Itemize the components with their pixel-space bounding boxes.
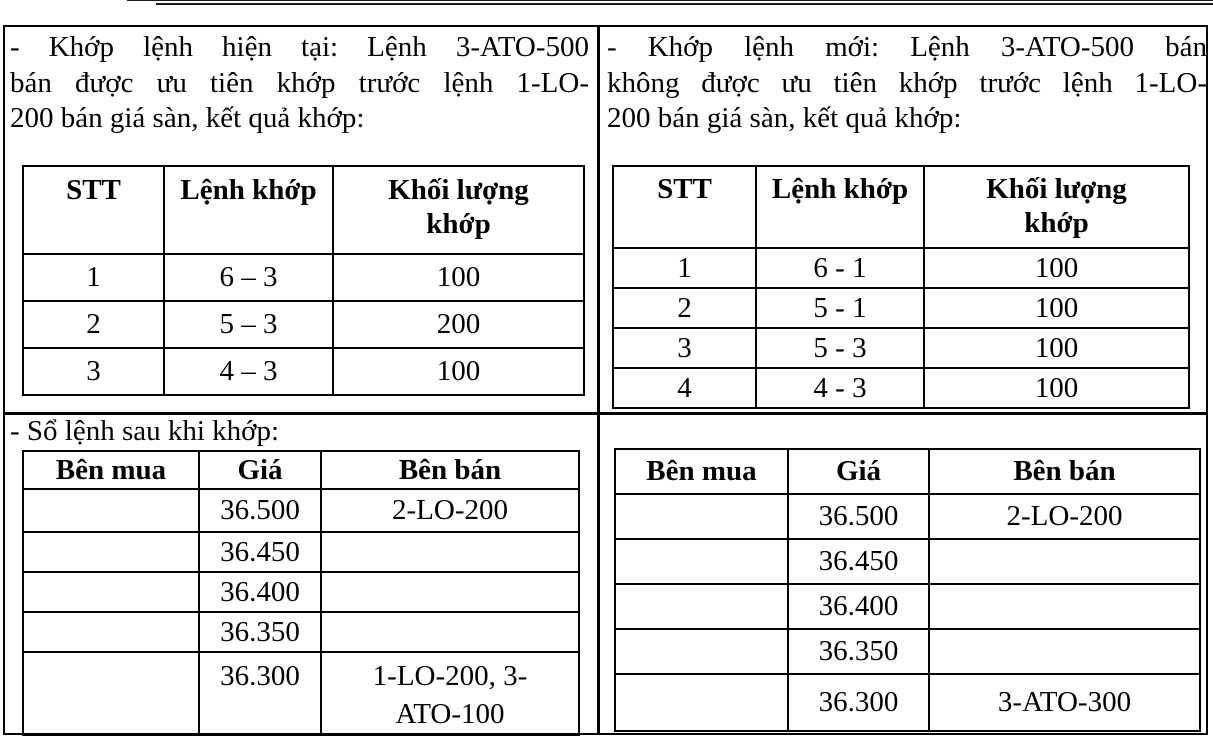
table-row bbox=[23, 254, 584, 301]
paragraph-line: - Khớp lệnh mới: Lệnh 3-ATO-500 bán bbox=[607, 31, 1207, 63]
table-row bbox=[23, 489, 579, 532]
buy-cell bbox=[23, 652, 199, 735]
table-header-row bbox=[615, 449, 1200, 494]
price-cell: 36.450 bbox=[199, 532, 321, 572]
header-stt: STT bbox=[613, 166, 756, 248]
price-cell: 36.350 bbox=[199, 612, 321, 652]
buy-cell bbox=[23, 532, 199, 572]
table-row bbox=[615, 629, 1200, 674]
table-header-row bbox=[613, 166, 1189, 248]
table-row bbox=[613, 248, 1189, 288]
paragraph-line: 200 bán giá sàn, kết quả khớp: bbox=[607, 102, 962, 134]
header-gia: Giá bbox=[788, 449, 929, 494]
price-cell: 36.300 bbox=[788, 674, 929, 731]
table-cell: 6 - 1 bbox=[756, 248, 924, 288]
table-row bbox=[23, 652, 579, 735]
table-row bbox=[613, 288, 1189, 328]
sell-cell: 2-LO-200 bbox=[929, 494, 1200, 539]
table-cell: 4 bbox=[613, 368, 756, 408]
table-cell: 3 bbox=[613, 328, 756, 368]
header-khoi-luong-khop bbox=[924, 166, 1189, 248]
table-cell: 1 bbox=[613, 248, 756, 288]
order-book-table-left bbox=[22, 450, 580, 736]
table-cell: 3 bbox=[23, 348, 164, 395]
buy-cell bbox=[615, 674, 788, 731]
paragraph-line: - Khớp lệnh hiện tại: Lệnh 3-ATO-500 bbox=[10, 31, 589, 63]
table-cell: 5 - 3 bbox=[756, 328, 924, 368]
table-row bbox=[615, 539, 1200, 584]
top-rule bbox=[127, 0, 1213, 1]
header-lenh-khop: Lệnh khớp bbox=[756, 166, 924, 248]
table-cell: 2 bbox=[613, 288, 756, 328]
buy-cell bbox=[23, 489, 199, 532]
sell-cell bbox=[929, 629, 1200, 674]
table-cell: 4 - 3 bbox=[756, 368, 924, 408]
table-cell: 5 – 3 bbox=[164, 301, 333, 348]
buy-cell bbox=[615, 629, 788, 674]
header-lenh-khop: Lệnh khớp bbox=[164, 166, 333, 254]
table-cell: 6 – 3 bbox=[164, 254, 333, 301]
header-ben-mua: Bên mua bbox=[23, 451, 199, 489]
match-results-table-new bbox=[612, 165, 1190, 409]
table-cell: 5 - 1 bbox=[756, 288, 924, 328]
table-header-row bbox=[23, 451, 579, 489]
match-results-table-current bbox=[22, 165, 585, 396]
table-header-row bbox=[23, 166, 584, 254]
header-gia: Giá bbox=[199, 451, 321, 489]
price-cell: 36.500 bbox=[788, 494, 929, 539]
price-cell: 36.350 bbox=[788, 629, 929, 674]
sell-orders-text: 1-LO-200, 3-ATO-100 bbox=[372, 660, 528, 730]
order-book-table-right bbox=[614, 448, 1201, 732]
sell-cell bbox=[321, 612, 579, 652]
sell-cell bbox=[321, 652, 579, 735]
paragraph-new-matching bbox=[607, 30, 1207, 137]
buy-cell bbox=[23, 572, 199, 612]
order-book-label: - Sổ lệnh sau khi khớp: bbox=[10, 415, 280, 447]
paragraph-line: không được ưu tiên khớp trước lệnh 1-LO- bbox=[607, 66, 1207, 99]
table-row bbox=[615, 494, 1200, 539]
buy-cell bbox=[23, 612, 199, 652]
header-stt: STT bbox=[23, 166, 164, 254]
sell-cell bbox=[929, 539, 1200, 584]
table-cell: 200 bbox=[333, 301, 584, 348]
table-row bbox=[613, 368, 1189, 408]
column-divider bbox=[597, 25, 600, 735]
paragraph-current-matching bbox=[10, 30, 589, 137]
header-text: Khối lượng khớp bbox=[388, 174, 529, 240]
price-cell: 36.300 bbox=[199, 652, 321, 735]
header-khoi-luong-khop bbox=[333, 166, 584, 254]
table-cell: 100 bbox=[924, 368, 1189, 408]
table-cell: 100 bbox=[924, 328, 1189, 368]
paragraph-line: bán được ưu tiên khớp trước lệnh 1-LO- bbox=[10, 66, 589, 99]
header-ben-ban: Bên bán bbox=[929, 449, 1200, 494]
header-ben-mua: Bên mua bbox=[615, 449, 788, 494]
table-cell: 1 bbox=[23, 254, 164, 301]
table-cell: 100 bbox=[924, 248, 1189, 288]
price-cell: 36.450 bbox=[788, 539, 929, 584]
table-row bbox=[23, 348, 584, 395]
sell-cell bbox=[321, 572, 579, 612]
table-cell: 100 bbox=[333, 348, 584, 395]
sell-cell bbox=[321, 532, 579, 572]
table-row bbox=[613, 328, 1189, 368]
header-text: Khối lượng khớp bbox=[986, 173, 1127, 239]
table-cell: 2 bbox=[23, 301, 164, 348]
sell-cell: 2-LO-200 bbox=[321, 489, 579, 532]
sell-cell: 3-ATO-300 bbox=[929, 674, 1200, 731]
table-row bbox=[23, 532, 579, 572]
price-cell: 36.400 bbox=[199, 572, 321, 612]
table-cell: 4 – 3 bbox=[164, 348, 333, 395]
table-cell: 100 bbox=[333, 254, 584, 301]
buy-cell bbox=[615, 584, 788, 629]
paragraph-line: 200 bán giá sàn, kết quả khớp: bbox=[10, 102, 365, 134]
table-row bbox=[23, 572, 579, 612]
price-cell: 36.500 bbox=[199, 489, 321, 532]
table-cell: 100 bbox=[924, 288, 1189, 328]
table-row bbox=[615, 674, 1200, 731]
top-rule-2 bbox=[156, 3, 1213, 5]
sell-cell bbox=[929, 584, 1200, 629]
buy-cell bbox=[615, 494, 788, 539]
table-row bbox=[23, 612, 579, 652]
buy-cell bbox=[615, 539, 788, 584]
price-cell: 36.400 bbox=[788, 584, 929, 629]
table-row bbox=[23, 301, 584, 348]
header-ben-ban: Bên bán bbox=[321, 451, 579, 489]
table-row bbox=[615, 584, 1200, 629]
